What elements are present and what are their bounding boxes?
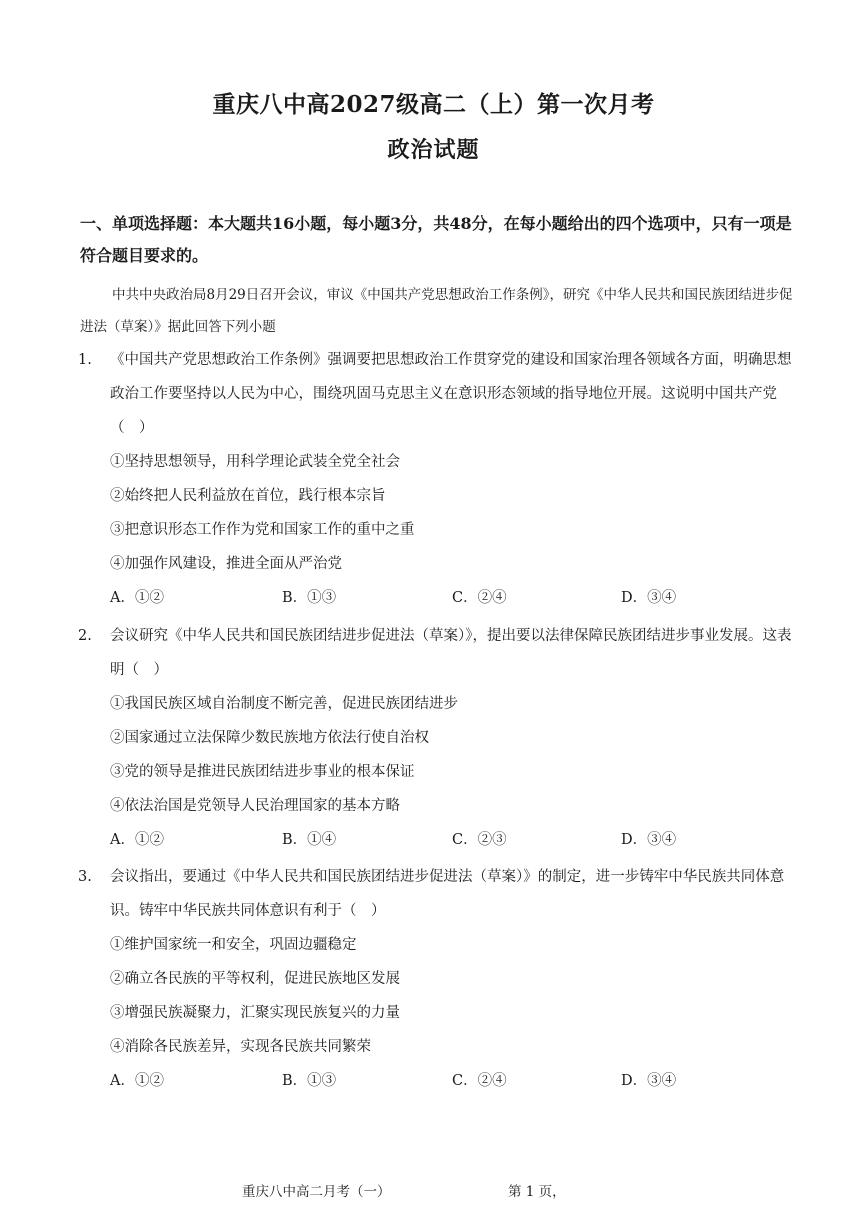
statement-option: ①坚持思想领导，用科学理论武装全党全社会 xyxy=(110,454,400,470)
answer-choices xyxy=(110,1064,798,1098)
footer-page-number: 第 1 页， xyxy=(508,1184,566,1200)
exam-title: 重庆八中高2027级高二（上）第一次月考 xyxy=(212,91,655,118)
statement-option: ③把意识形态工作作为党和国家工作的重中之重 xyxy=(110,522,415,538)
statement-option: ②确立各民族的平等权利，促进民族地区发展 xyxy=(110,971,400,987)
question-2 xyxy=(78,619,798,857)
statement-option: ③增强民族凝聚力，汇聚实现民族复兴的力量 xyxy=(110,1005,400,1021)
statement-option: ②国家通过立法保障少数民族地方依法行使自治权 xyxy=(110,730,429,746)
answer-choice-d: D．③④ xyxy=(621,1073,677,1089)
question-stem: 《中国共产党思想政治工作条例》强调要把思想政治工作贯穿党的建设和国家治理各领域各方面，明确思想政治工作要坚持以人民为中心，围绕巩固马克思主义在意识形态领域的指导地位开展。这说明中国共产党（ ） xyxy=(110,352,792,436)
question-number: 1. xyxy=(78,352,92,368)
statement-option: ④依法治国是党领导人民治理国家的基本方略 xyxy=(110,798,400,814)
answer-choice-c: C．②③ xyxy=(452,832,507,848)
statement-option: ③党的领导是推进民族团结进步事业的根本保证 xyxy=(110,764,415,780)
answer-choice-c: C．②④ xyxy=(452,1073,507,1089)
section-heading: 一、单项选择题：本大题共16小题，每小题3分，共48分，在每小题给出的四个选项中，只有一项是符合题目要求的。 xyxy=(80,214,792,265)
answer-choices xyxy=(110,581,798,615)
statement-option: ④加强作风建设，推进全面从严治党 xyxy=(110,556,342,572)
statement-option: ②始终把人民利益放在首位，践行根本宗旨 xyxy=(110,488,386,504)
exam-subtitle: 政治试题 xyxy=(387,137,480,163)
answer-choice-a: A．①② xyxy=(110,1073,164,1089)
statement-option: ①我国民族区域自治制度不断完善，促进民族团结进步 xyxy=(110,696,458,712)
statement-option: ④消除各民族差异，实现各民族共同繁荣 xyxy=(110,1039,371,1055)
statement-option: ①维护国家统一和安全，巩固边疆稳定 xyxy=(110,937,357,953)
question-3 xyxy=(78,860,798,1098)
answer-choice-a: A．①② xyxy=(110,590,164,606)
answer-choice-c: C．②④ xyxy=(452,590,507,606)
question-1 xyxy=(78,343,798,615)
answer-choice-a: A．①② xyxy=(110,832,164,848)
answer-choice-d: D．③④ xyxy=(621,590,677,606)
answer-choice-d: D．③④ xyxy=(621,832,677,848)
answer-choice-b: B．①③ xyxy=(282,590,337,606)
question-number: 2. xyxy=(78,628,92,644)
answer-choice-b: B．①③ xyxy=(282,1073,337,1089)
answer-choices xyxy=(110,823,798,857)
material-intro: 中共中央政治局8月29日召开会议，审议《中国共产党思想政治工作条例》，研究《中华人民共和国民族团结进步促进法（草案）》据此回答下列小题 xyxy=(80,287,793,335)
question-stem: 会议研究《中华人民共和国民族团结进步促进法（草案）》，提出要以法律保障民族团结进步事业发展。这表明（ ） xyxy=(110,628,792,678)
answer-choice-b: B．①④ xyxy=(282,832,337,848)
footer-exam-name: 重庆八中高二月考（一） xyxy=(242,1184,391,1200)
question-stem: 会议指出，要通过《中华人民共和国民族团结进步促进法（草案）》的制定，进一步铸牢中华民族共同体意识。铸牢中华民族共同体意识有利于（ ） xyxy=(110,869,785,919)
question-number: 3. xyxy=(78,869,92,885)
